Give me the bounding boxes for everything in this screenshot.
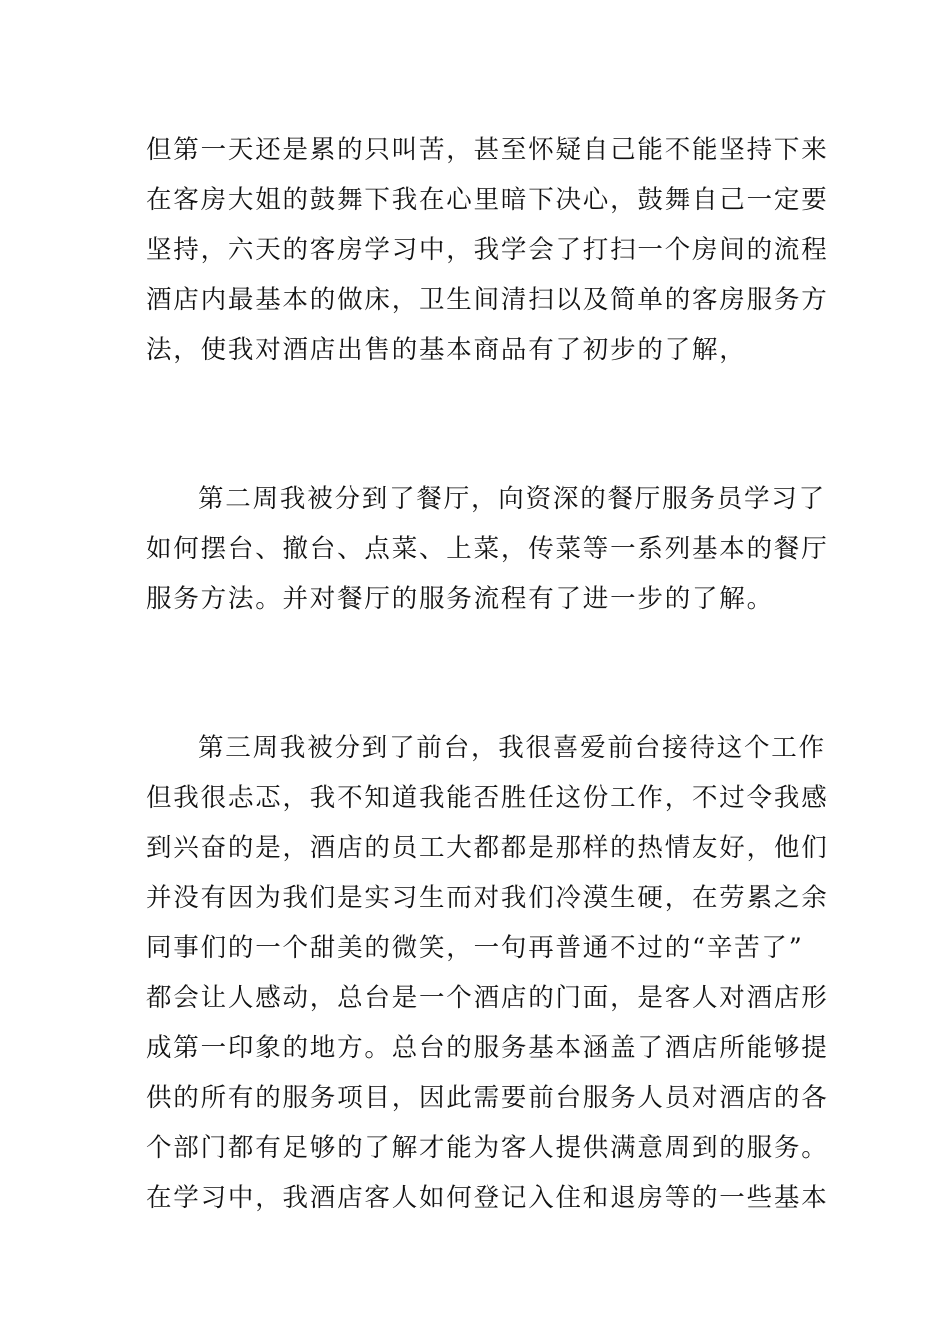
paragraph-3-line-3: 到兴奋的是，酒店的员工大都都是那样的热情友好，他们 bbox=[146, 833, 829, 863]
paragraph-3-line-4: 并没有因为我们是实习生而对我们冷漠生硬，在劳累之余 bbox=[146, 883, 829, 913]
paragraph-3-line-7: 成第一印象的地方。总台的服务基本涵盖了酒店所能够提 bbox=[146, 1033, 829, 1063]
paragraph-2-line-3: 服务方法。并对餐厅的服务流程有了进一步的了解。 bbox=[146, 584, 774, 614]
paragraph-2-line-1: 第二周我被分到了餐厅，向资深的餐厅服务员学习了 bbox=[198, 484, 826, 514]
paragraph-1-line-5: 法，使我对酒店出售的基本商品有了初步的了解， bbox=[146, 335, 747, 365]
paragraph-2-line-2: 如何摆台、撤台、点菜、上菜，传菜等一系列基本的餐厅 bbox=[146, 534, 829, 564]
paragraph-1-line-2: 在客房大姐的鼓舞下我在心里暗下决心，鼓舞自己一定要 bbox=[146, 185, 829, 215]
paragraph-3-line-5: 同事们的一个甜美的微笑，一句再普通不过的“辛苦了” bbox=[146, 933, 804, 963]
paragraph-3-line-1: 第三周我被分到了前台，我很喜爱前台接待这个工作 bbox=[198, 733, 826, 763]
paragraph-1-line-4: 酒店内最基本的做床，卫生间清扫以及简单的客房服务方 bbox=[146, 285, 829, 315]
paragraph-3-line-10: 在学习中，我酒店客人如何登记入住和退房等的一些基本 bbox=[146, 1183, 829, 1213]
paragraph-1-line-3: 坚持，六天的客房学习中，我学会了打扫一个房间的流程 bbox=[146, 235, 829, 265]
paragraph-3-line-8: 供的所有的服务项目，因此需要前台服务人员对酒店的各 bbox=[146, 1083, 829, 1113]
paragraph-1-line-1: 但第一天还是累的只叫苦，甚至怀疑自己能不能坚持下来 bbox=[146, 135, 829, 165]
paragraph-3-line-6: 都会让人感动，总台是一个酒店的门面，是客人对酒店形 bbox=[146, 983, 829, 1013]
paragraph-3-line-9: 个部门都有足够的了解才能为客人提供满意周到的服务。 bbox=[146, 1133, 829, 1163]
paragraph-3-line-2: 但我很忐忑，我不知道我能否胜任这份工作，不过令我感 bbox=[146, 783, 829, 813]
